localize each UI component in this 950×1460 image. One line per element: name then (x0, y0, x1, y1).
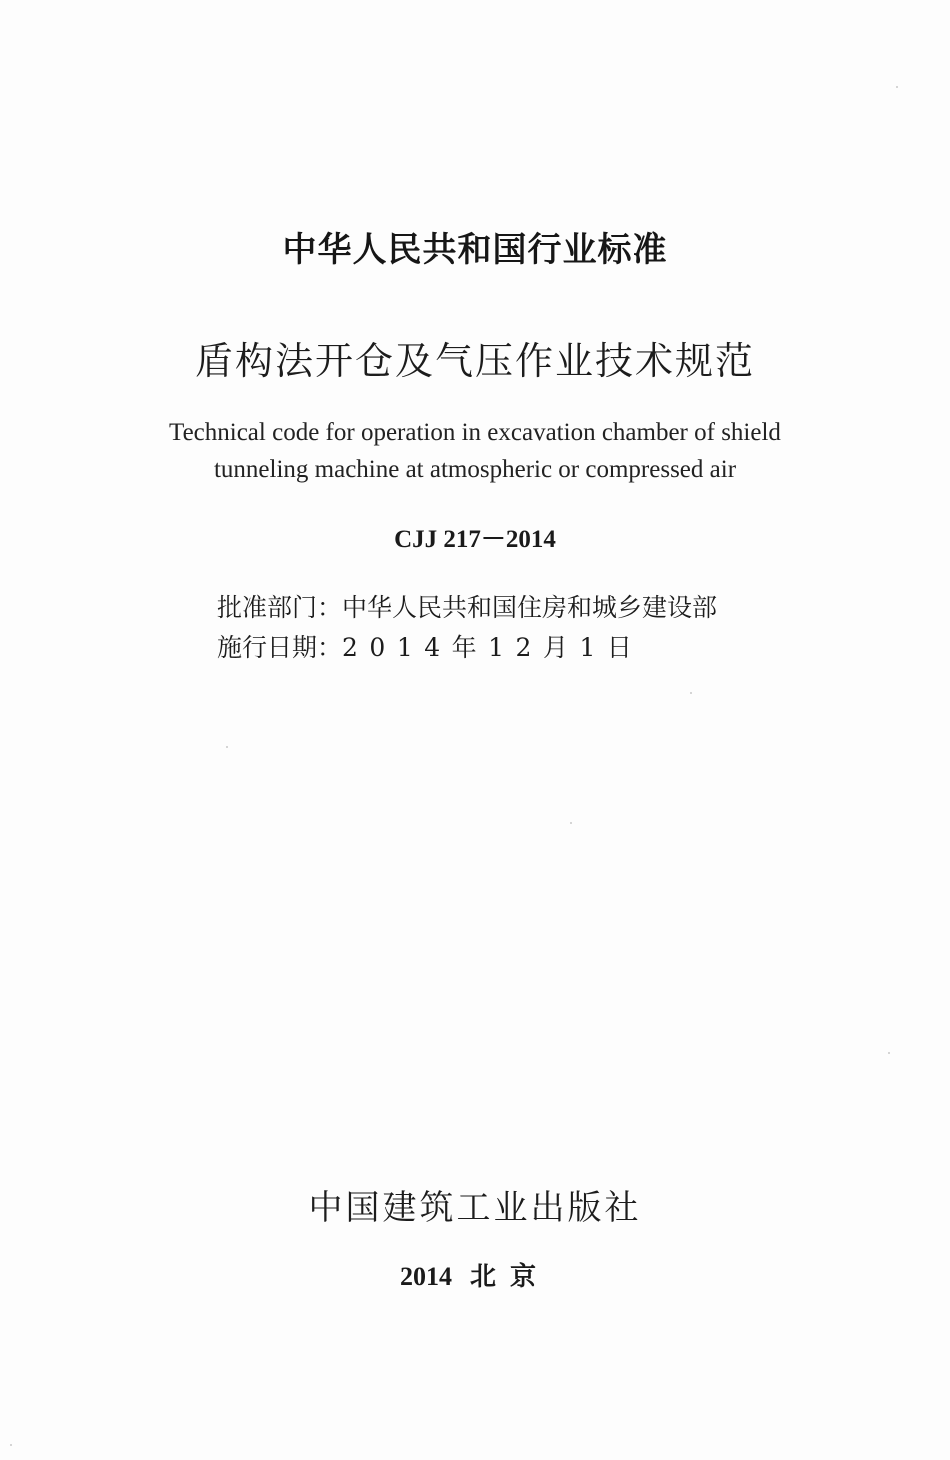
effective-value: 2014年12月1日 (342, 633, 644, 662)
scan-speck (690, 692, 692, 694)
effective-date-row (217, 628, 643, 664)
approval-value: 中华人民共和国住房和城乡建设部 (342, 593, 718, 622)
standard-category: 中华人民共和国行业标准 (282, 230, 668, 270)
publication-year: 2014 (399, 1262, 452, 1291)
document-title-english (0, 414, 950, 488)
standard-code: CJJ 217－2014 (394, 526, 556, 553)
effective-label: 施行日期： (217, 633, 343, 662)
publisher-name: 中国建筑工业出版社 (308, 1188, 642, 1228)
title-english-line-1: Technical code for operation in excavation chamber of shield (169, 419, 781, 446)
publication-city: 北京 (469, 1262, 550, 1292)
approval-department-row (217, 588, 717, 624)
scan-speck (570, 822, 572, 824)
publication-imprint (0, 1256, 950, 1293)
approval-label: 批准部门： (217, 593, 343, 622)
title-english-line-2: tunneling machine at atmospheric or compressed air (213, 456, 737, 483)
scan-speck (226, 746, 228, 748)
document-title-chinese: 盾构法开仓及气压作业技术规范 (194, 339, 755, 383)
scan-speck (10, 1444, 12, 1446)
scan-speck (888, 1052, 890, 1054)
scan-speck (896, 86, 898, 88)
